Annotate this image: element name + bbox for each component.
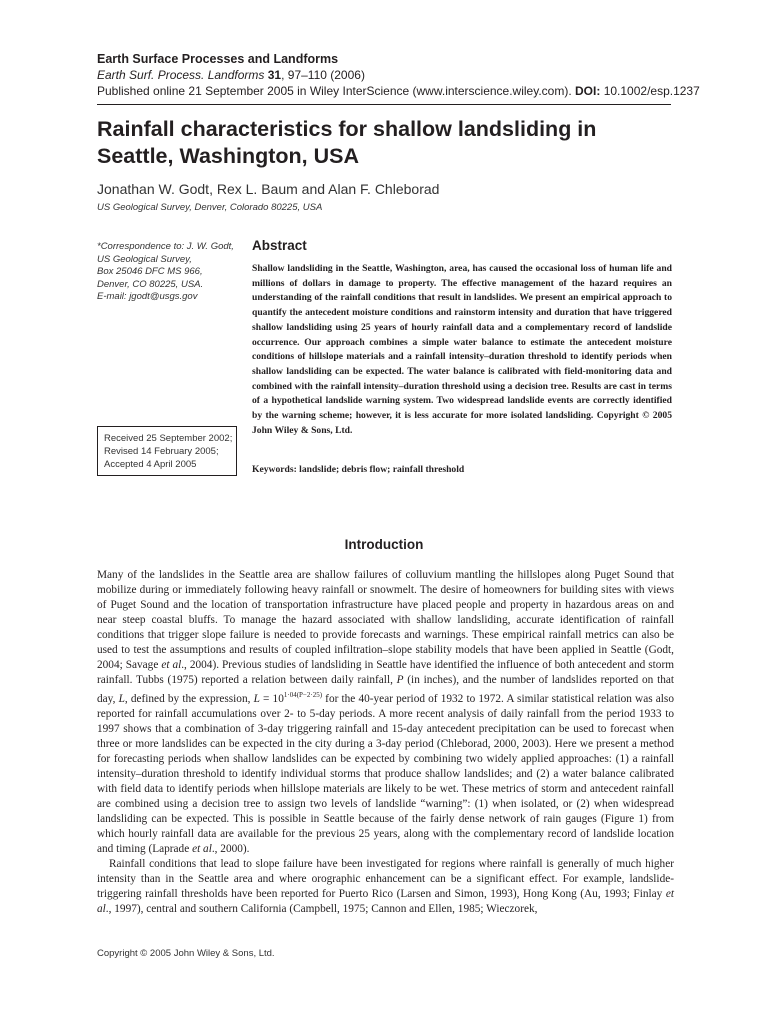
introduction-paragraph-2: Rainfall conditions that lead to slope failure have been investigated for regions where rainfall is generally of much higher intensity than in the Seattle area and where orographic enhancement can be a significant effect. For example, landslide-triggering rainfall thresholds have been reported for Puerto Rico (Larsen and Simon, 1993), Hong Kong (Au, 1993; Finlay et al., 1997), central and southern California (Campbell, 1975; Cannon and Ellen, 1985; Wieczorek, bbox=[97, 857, 674, 915]
correspondence-line: Box 25046 DFC MS 966, bbox=[97, 266, 203, 277]
page-footer-copyright: Copyright © 2005 John Wiley & Sons, Ltd. bbox=[97, 948, 275, 959]
published-online: Published online 21 September 2005 in Wiley InterScience (www.interscience.wiley.com). bbox=[97, 84, 576, 98]
article-authors: Jonathan W. Godt, Rex L. Baum and Alan F. Chleborad bbox=[97, 181, 440, 197]
journal-citation bbox=[97, 68, 365, 82]
journal-name: Earth Surface Processes and Landforms bbox=[97, 52, 339, 66]
header-rule bbox=[97, 104, 671, 105]
keywords: Keywords: landslide; debris flow; rainfall threshold bbox=[252, 464, 465, 475]
abstract-heading: Abstract bbox=[252, 238, 307, 253]
received-date: Received 25 September 2002; bbox=[104, 433, 233, 444]
citation-volume: 31 bbox=[267, 68, 282, 82]
article-affiliation: US Geological Survey, Denver, Colorado 80225, USA bbox=[97, 202, 323, 213]
correspondence-email: E-mail: jgodt@usgs.gov bbox=[97, 291, 198, 302]
correspondence-line: *Correspondence to: J. W. Godt, bbox=[97, 241, 234, 252]
correspondence-block bbox=[97, 241, 247, 304]
equation-exponent: 1·04(P−2·25) bbox=[283, 691, 323, 699]
correspondence-line: Denver, CO 80225, USA. bbox=[97, 278, 204, 290]
introduction-paragraph-1: Many of the landslides in the Seattle area are shallow failures of colluvium mantling the hillslopes along Puget Sound that mobilize during or immediately following heavy rainfall or snowmelt. The desire of homeowners for building sites with views of Puget Sound and the location of transportation infrastructure have placed people and property in hazardous areas on and near steep coastal bluffs. To manage the hazard associated with shallow landsliding, accurate identification of rainfall conditions that trigger slope failure is needed to provide forecasts and warnings. These empirical rainfall metrics can also be used to test the assumptions and results of coupled infiltration–slope stability models that have been applied in Seattle (Godt, 2004; Savage et al., 2004). Previous studies of landsliding in Seattle have identified the influence of both antecedent and storm rainfall. Tubbs (1975) reported a relation between daily rainfall, P (in inches), and the number of landslides reported on that day, L, defined by the expression, $L = 10^{1\cdot 04(P-2\cdot 25)}$ for the 40-year period of 1932 to 1972. A similar statistical relation was also reported for rainfall accumulations over 2- to 5-day periods. A more recent analysis of daily rainfall from the period 1933 to 1997 shows that a combination of 3-day triggering rainfall and 15-day antecedent precipitation can be used to forecast when three or more landslides can be expected in the city during a 3-day period (Chleborad, 2000, 2003). Here we present a method for forecasting periods when shallow landslides can be expected by combining two widely applied approaches: (1) a rainfall intensity–duration threshold to identify individual storms that produce shallow landslides; and (2) a water balance calibrated with field data to identify periods when hillslope materials are likely to be wet. These metrics of storm and antecedent rainfall are combined using a decision tree to assign two levels of landslide “warning”: (1) when isolated, or (2) when widespread landsliding can be expected. This is possible in Seattle because of the fairly dense network of rain gauges (Figure 1) from which hourly rainfall data are available for the previous 25 years, along with the complementary record of landslide location and timing (Laprade et al., 2000). bbox=[97, 569, 675, 855]
citation-pages: , 97–110 (2006) bbox=[281, 68, 365, 82]
article-title: Rainfall characteristics for shallow landsliding in Seattle, Washington, USA bbox=[97, 117, 597, 168]
doi-value: 10.1002/esp.1237 bbox=[600, 84, 700, 98]
received-dates-box bbox=[97, 426, 237, 476]
citation-journal: Earth Surf. Process. Landforms bbox=[97, 68, 265, 82]
introduction-heading: Introduction bbox=[344, 537, 424, 552]
revised-date: Revised 14 February 2005; bbox=[104, 446, 219, 457]
publication-line bbox=[97, 84, 700, 98]
introduction-body bbox=[97, 568, 674, 917]
correspondence-line: US Geological Survey, bbox=[97, 253, 192, 265]
doi-label: DOI: bbox=[575, 84, 601, 98]
accepted-date: Accepted 4 April 2005 bbox=[104, 459, 197, 470]
abstract-text: Shallow landsliding in the Seattle, Washington, area, has caused the occasional loss of human life and millions of dollars in damage to property. The effective management of the hazard requires an understanding of the rainfall conditions that result in landslides. We present an empirical approach to quantify the antecedent moisture conditions and rainstorm intensity and duration that have triggered shallow landsliding using 25 years of hourly rainfall data and a complementary record of landslide occurrence. Our approach combines a simple water balance to estimate the antecedent moisture conditions of hillslope materials and a rainfall intensity–duration threshold to identify periods when shallow landsliding can be expected. The water balance is calibrated with field-monitoring data and combined with the rainfall intensity–duration threshold using a decision tree. Results are cast in terms of a hypothetical landslide warning system. Two widespread landslide events are correctly identified by the warning scheme; however, it is less accurate for more isolated landsliding. Copyright © 2005 John Wiley & Sons, Ltd. bbox=[252, 263, 672, 436]
